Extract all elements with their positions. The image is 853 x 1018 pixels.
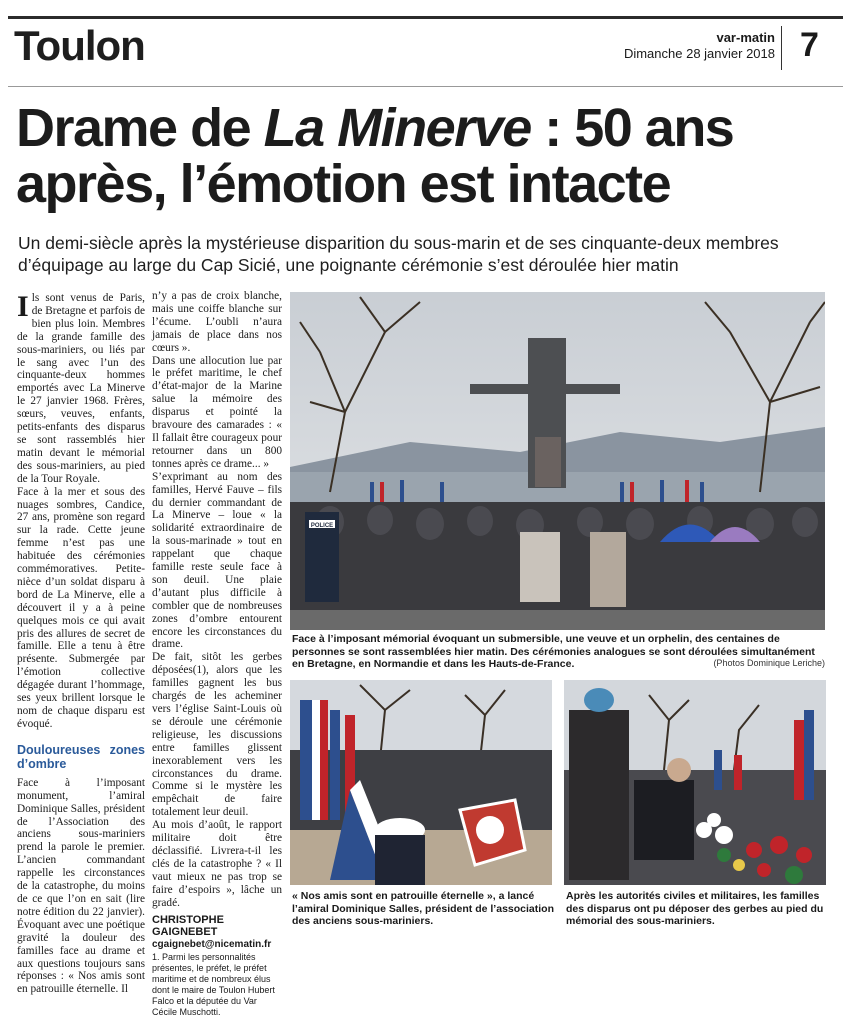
author-email: cgaignebet@nicematin.fr [152, 939, 272, 951]
headline-italic: La Minerve [263, 98, 531, 158]
article-column-2 [152, 290, 282, 1018]
issue-date: Dimanche 28 janvier 2018 [623, 46, 775, 61]
article-column-1 [17, 292, 145, 996]
subheading: Douloureuses zones d’ombre [17, 742, 145, 771]
left-photo-caption: « Nos amis sont en patrouille éternelle », a lancé l’amiral Dominique Salles, président de l’association des anciens sous-mariniers. [292, 890, 554, 927]
admiral-speech-image [290, 680, 552, 885]
header-rule [8, 86, 843, 87]
police-badge-text: POLICE [310, 523, 334, 529]
headline-line2: après, l’émotion est intacte [16, 154, 671, 214]
main-photo-caption: Face à l’imposant mémorial évoquant un submersible, une veuve et un orphelin, des centaines de personnes se sont rassemblées hier matin. Des cérémonies analogues se sont déroulées simultanément en Bretagne, en Normandie et dans les Hauts-de-France. [292, 633, 815, 670]
admiral-speech-photo [290, 680, 552, 885]
right-photo-caption: Après les autorités civiles et militaires, les familles des disparus ont pu déposer des gerbes au pied du mémorial des sous-mariniers. [566, 890, 824, 927]
footnote: 1. Parmi les personnalités présentes, le préfet, le préfet maritime et de nombreux élus dont le maire de Toulon Hubert Falco et la députée du Var Cécile Muschotti. [152, 952, 275, 1018]
paragraph-5: Dans une allocution lue par le préfet maritime, le chef d’état-major de la Marine salue la mémoire des disparus et pointé la bravoure des camarades : « Il fallait être courageux pour retourner dans un 800 tonnes après ce drame... » [152, 354, 282, 470]
main-photo [290, 292, 825, 630]
paragraph-2: Face à la mer et sous des nuages sombres, Candice, 27 ans, promène son regard sur la rade. Cette jeune femme n’est pas une habituée des cérémonies commémoratives. Petite-nièce d’un soldat disparu à bord de La Minerve, elle a découvert il y a à peine quelques mois ce qui avait pris des allures de secret de famille. Elle a tenu à être présente. Submergée par l’émotion collective dégagée durant l’hommage, ses yeux brillent lorsque le nom de chaque disparu est évoqué. [17, 485, 145, 730]
section-title: Toulon [14, 22, 145, 69]
page-number: 7 [800, 26, 819, 64]
photo-credit: (Photos Dominique Leriche) [713, 658, 825, 668]
headline [16, 100, 836, 212]
masthead-divider [781, 26, 782, 70]
author-signature: CHRISTOPHE GAIGNEBET [152, 913, 224, 939]
deck: Un demi-siècle après la mystérieuse disparition du sous-marin et de ses cinquante-deux membres d’équipage au large du Cap Sicié, une poignante cérémonie s’est déroulée hier matin [18, 233, 779, 275]
dropcap: I [17, 290, 29, 323]
wreath-laying-photo [564, 680, 826, 885]
paragraph-3: Face à l’imposant monument, l’amiral Dominique Salles, président de l’Association des anciens sous-mariniers prend la parole le premier. L’ancien commandant rappelle les circonstances de la catastrophe, du moins de ce que l’on en sait (lire notre édition du 22 janvier). Évoquant avec une poétique gravité la douleur des familles face au drame et aux questions toujours sans réponses : « Nos amis sont en patrouille éternelle. Il [17, 776, 145, 996]
memorial-ceremony-image [290, 292, 825, 630]
paragraph-1: Ils sont venus de Paris, de Bretagne et parfois de bien plus loin. Membres de la grande famille des sous-mariniers, ou liés par le sang avec l’un des cinquante-deux hommes emportés avec La Minerve le 27 janvier 1968. Frères, sœurs, veuves, enfants, petits-enfants des disparus se sont rassemblés hier matin devant le mémorial des sous-mariniers, au pied de la Tour Royale. [17, 290, 145, 485]
newspaper-name: var-matin [716, 30, 775, 45]
wreath-laying-image [564, 680, 826, 885]
top-rule [8, 16, 843, 19]
headline-part1: Drame de [16, 98, 264, 158]
paragraph-7: De fait, sitôt les gerbes déposées(1), alors que les familles gagnent les bus chargés de les acheminer vers l’église Saint-Louis où se déroule une cérémonie religieuse, les discussions entre familles glissent inexorablement vers les circonstances du drame. Comme si le mystère les empêchait de faire totalement leur deuil. [152, 651, 282, 819]
paragraph-8: Au mois d’août, le rapport militaire doit être déclassifié. Livrera-t-il les clés de la catastrophe ? « Il vaut mieux ne pas trop se faire d’espoirs », lâche un gradé. [152, 819, 282, 909]
paragraph-6: S’exprimant au nom des familles, Hervé Fauve – fils du dernier commandant de La Minerve – loue « la solidarité extraordinaire de la sous-marinade » tout en rappelant que chaque famille reste seule face à son deuil. Une plaie d’autant plus difficile à combler que de nombreuses zones d’ombre entourent encore les circonstances du drame. [152, 470, 282, 651]
paragraph-4: n’y a pas de croix blanche, mais une coiffe blanche sur l’écume. L’oubli n’aura jamais de place dans nos cœurs ». [152, 290, 282, 354]
headline-part3: : 50 ans [530, 98, 734, 158]
